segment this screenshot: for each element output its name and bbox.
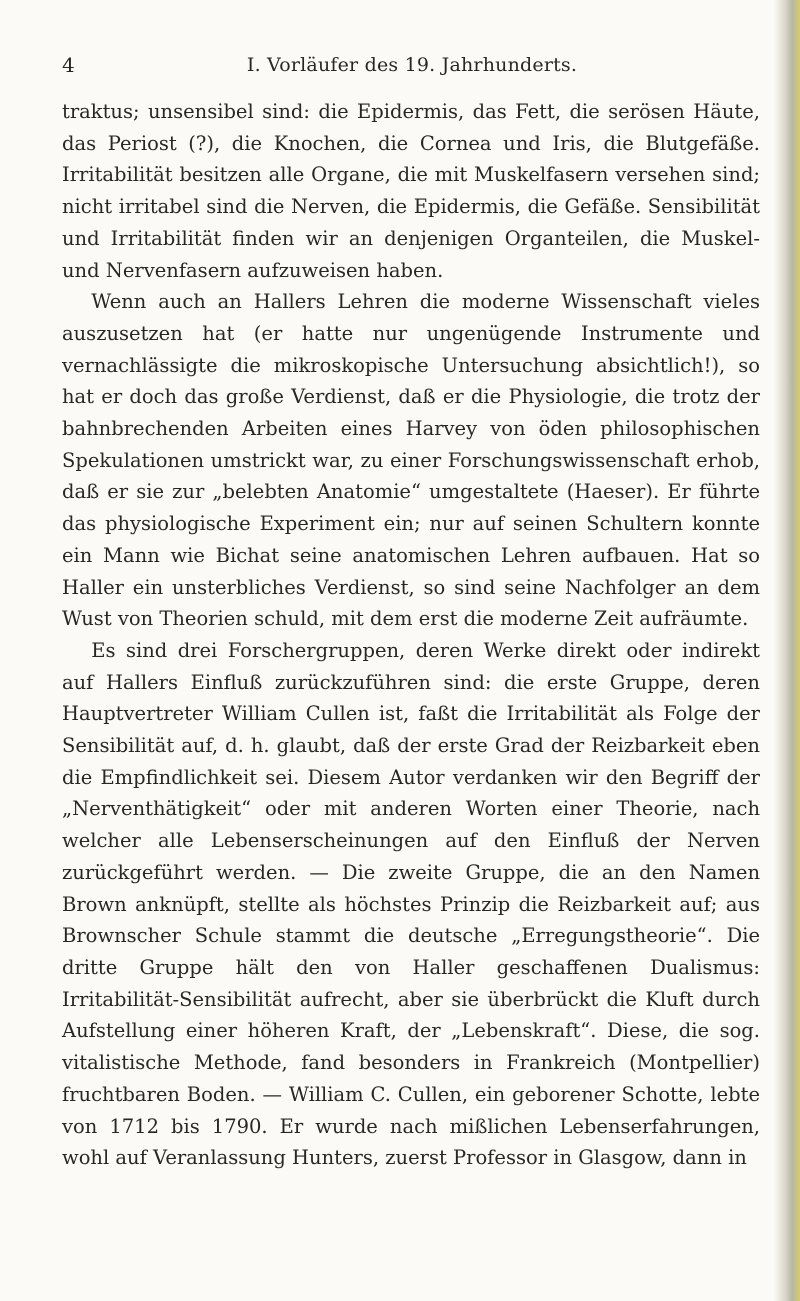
- page-header: [62, 50, 762, 80]
- page-edge: [774, 0, 800, 1301]
- paragraph-2: Wenn auch an Hallers Lehren die moderne Wissenschaft vieles auszusetzen hat (er hatte nur ungenügende Instrumente und vernachlässigte die mikroskopische Untersuchung absichtlich!), so hat er doch das große Verdienst, daß er die Physiologie, die trotz der bahnbrechenden Arbeiten eines Harvey von öden philosophischen Spekulationen umstrickt war, zu einer Forschungswissenschaft erhob, daß er sie zur „belebten Anatomie“ umgestaltete (Haeser). Er führte das physiologische Experiment ein; nur auf seinen Schultern konnte ein Mann wie Bichat seine anatomischen Lehren aufbauen. Hat so Haller ein unsterbliches Verdienst, so sind seine Nachfolger an dem Wust von Theorien schuld, mit dem erst die moderne Zeit aufräumte.: [62, 290, 760, 631]
- page-number: 4: [62, 53, 75, 77]
- body-text: [62, 96, 760, 1174]
- paragraph-1: traktus; unsensibel sind: die Epidermis, das Fett, die serösen Häute, das Periost (?), die Knochen, die Cornea und Iris, die Blutgefäße. Irritabilität besitzen alle Organe, die mit Muskelfasern versehen sind; nicht irritabel sind die Nerven, die Epidermis, die Gefäße. Sensibilität und Irritabilität finden wir an denjenigen Organteilen, die Muskel- und Nervenfasern aufzuweisen haben.: [62, 100, 760, 282]
- running-head: I. Vorläufer des 19. Jahrhunderts.: [246, 54, 578, 76]
- paragraph-3: Es sind drei Forschergruppen, deren Werke direkt oder indirekt auf Hallers Einfluß zurückzuführen sind: die erste Gruppe, deren Hauptvertreter William Cullen ist, faßt die Irritabilität als Folge der Sensibilität auf, d. h. glaubt, daß der erste Grad der Reizbarkeit eben die Empfindlichkeit sei. Diesem Autor verdanken wir den Begriff der „Nerventhätigkeit“ oder mit anderen Worten einer Theorie, nach welcher alle Lebenserscheinungen auf den Einfluß der Nerven zurückgeführt werden. — Die zweite Gruppe, die an den Namen Brown anknüpft, stellte als höchstes Prinzip die Reizbarkeit auf; aus Brownscher Schule stammt die deutsche „Erregungstheorie“. Die dritte Gruppe hält den von Haller geschaffenen Dualismus: Irritabilität-Sensibilität aufrecht, aber sie überbrückt die Kluft durch Aufstellung einer höheren Kraft, der „Lebenskraft“. Diese, die sog. vitalistische Methode, fand besonders in Frankreich (Montpellier) fruchtbaren Boden. — William C. Cullen, ein geborener Schotte, lebte von 1712 bis 1790. Er wurde nach mißlichen Lebenserfahrungen, wohl auf Veranlassung Hunters, zuerst Professor in Glasgow, dann in: [62, 638, 760, 1170]
